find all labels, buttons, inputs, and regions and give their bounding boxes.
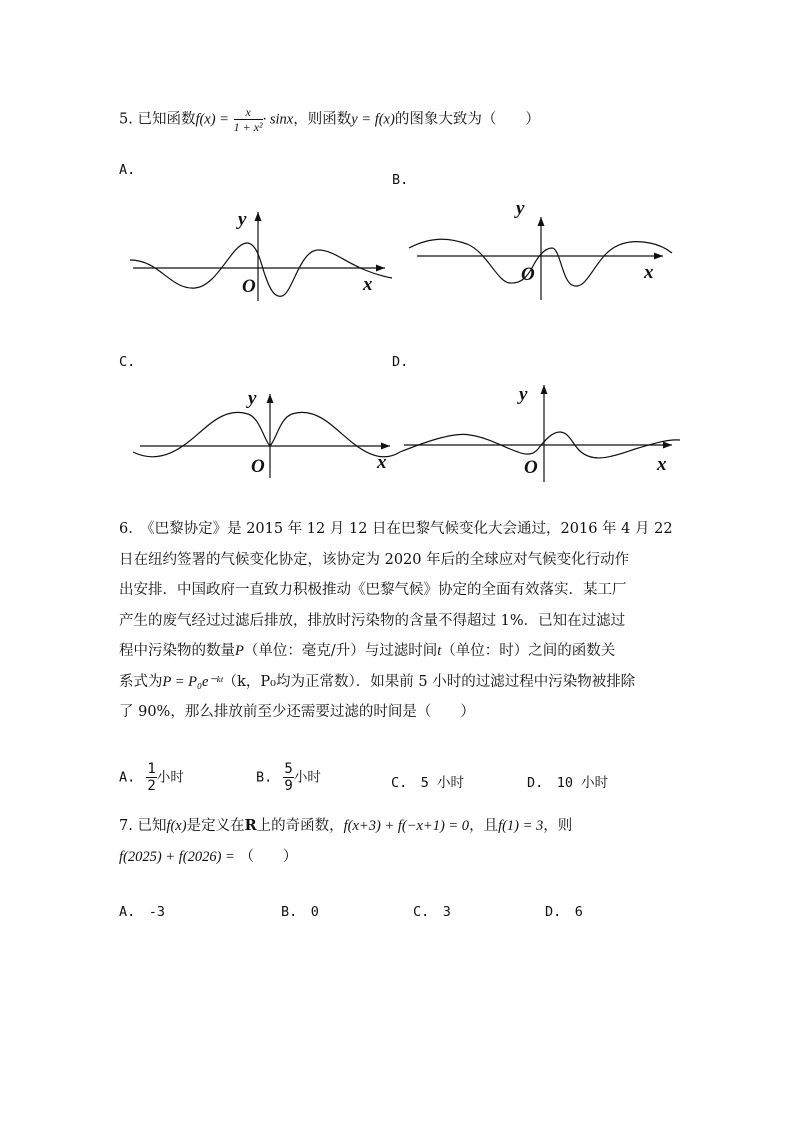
y-axis-arrow (541, 385, 548, 394)
origin-label: O (521, 264, 535, 285)
q7-option-c: C. 3 (413, 904, 451, 920)
fraction-denominator: 9 (284, 778, 293, 794)
math-yfx: y = f(x) (351, 111, 395, 128)
origin-label: O (242, 276, 256, 297)
question-text: 7. 已知 (119, 818, 167, 834)
question-number: 5. (119, 111, 133, 128)
math-equation: f(1) = 3 (498, 818, 544, 834)
option-b-label: B. (392, 172, 409, 188)
math-P: P (235, 643, 244, 659)
x-label: x (377, 452, 387, 473)
question-text: 是定义在 (186, 818, 245, 834)
y-label: y (516, 198, 525, 219)
question-7-stem (119, 819, 572, 834)
q7-option-a: A. -3 (119, 904, 166, 920)
question-text: 的图象大致为（ ） (394, 111, 540, 128)
math-fx: f(x) (166, 818, 187, 834)
q7-option-b: B. 0 (281, 904, 319, 920)
origin-label: O (251, 456, 265, 477)
origin-label: O (524, 457, 538, 478)
option-unit: 小时 (293, 769, 321, 786)
math-fraction (283, 762, 293, 793)
q6-option-b (256, 762, 321, 793)
x-label: x (363, 274, 373, 295)
q6-line: 日在纽约签署的气候变化协定，该协定为 2020 年后的全球应对气候变化行动作 (119, 551, 630, 568)
y-label: y (238, 209, 247, 230)
q6-text: （单位：毫克/升）与过滤时间 (243, 643, 438, 659)
fraction-numerator: 5 (284, 761, 293, 777)
math-sin: · sinx (262, 111, 294, 128)
option-unit: 小时 (156, 769, 184, 786)
question-6-stem (119, 514, 679, 728)
q6-text: 程中污染物的数量 (119, 643, 235, 659)
y-label: y (519, 384, 528, 405)
q6-option-a (119, 762, 184, 793)
question-text: 上的奇函数， (256, 818, 344, 834)
q6-line (119, 667, 679, 698)
math-R: R (244, 817, 257, 834)
question-7-line2 (119, 850, 297, 865)
q6-line: 产生的废气经过过滤后排放，排放时污染物的含量不得超过 1%．已知在过滤过 (119, 612, 626, 629)
option-c-label: C. (119, 354, 136, 370)
q6-line (119, 636, 679, 667)
fraction-denominator: 2 (147, 778, 156, 794)
q6-text: （单位：时）之间的函数关 (441, 643, 616, 659)
answer-bracket: （ ） (239, 849, 298, 865)
math-formula: P = P₀e⁻ᵏᵗ (162, 673, 223, 690)
y-label: y (248, 388, 257, 409)
x-label: x (644, 262, 654, 283)
q6-option-c: C. 5 小时 (391, 775, 465, 791)
q6-text: 系式为 (119, 673, 163, 690)
math-fx: f(x) = (195, 111, 229, 128)
math-t: t (437, 643, 442, 659)
question-text: ，且 (469, 818, 499, 834)
question-text: ，则 (543, 818, 573, 834)
x-axis-arrow (663, 442, 672, 449)
question-text: 已知函数 (137, 111, 196, 128)
option-d-label: D. (392, 354, 409, 370)
q6-line: 6. 《巴黎协定》是 2015 年 12 月 12 日在巴黎气候变化大会通过，2016 年 4 月 22 (119, 521, 673, 537)
math-equation: f(x+3) + f(−x+1) = 0 (343, 818, 470, 834)
fraction-denominator: 1 + x² (233, 120, 263, 134)
x-label: x (657, 454, 667, 475)
math-expression: f(2025) + f(2026) = (119, 849, 235, 865)
option-a-label: A. (119, 162, 136, 178)
option-label: B. (256, 769, 273, 786)
q7-option-d: D. 6 (545, 904, 583, 920)
fraction-numerator: 1 (147, 761, 156, 777)
q6-text: （k，P₀均为正常数）．如果前 5 小时的过滤过程中污染物被排除 (222, 673, 636, 690)
fraction-numerator: x (234, 106, 263, 120)
q6-option-d: D. 10 小时 (527, 775, 609, 791)
option-label: A. (119, 769, 136, 786)
q6-line: 了 90%，那么排放前至少还需要过滤的时间是（ ） (119, 704, 475, 720)
question-text: ，则函数 (293, 111, 352, 128)
q6-line: 出安排．中国政府一直致力积极推动《巴黎气候》协定的全面有效落实．某工厂 (119, 582, 627, 598)
math-fraction (146, 762, 156, 793)
